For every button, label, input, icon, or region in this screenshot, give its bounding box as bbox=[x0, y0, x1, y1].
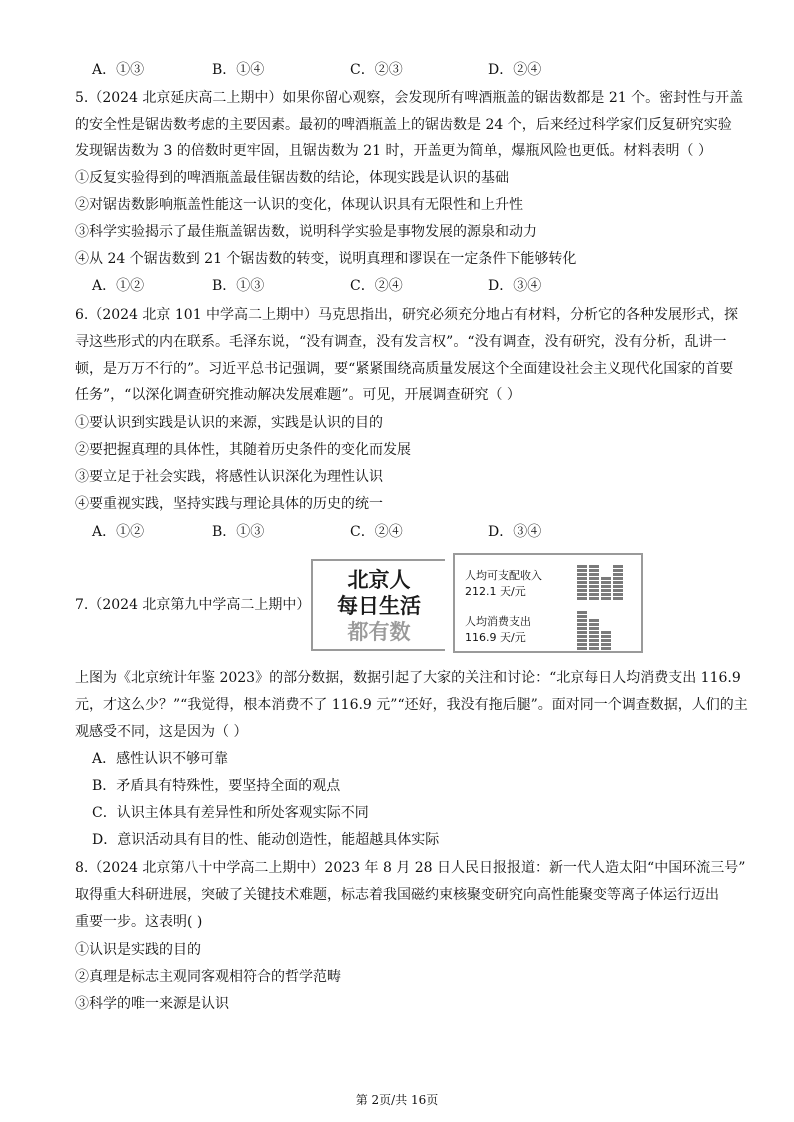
q6-line: 6.（2024 北京 101 中学高二上期中）马克思指出，研究必须充分地占有材料，分析它的各种发展形式，探 bbox=[75, 307, 739, 323]
q5-options bbox=[92, 276, 652, 296]
bar-segment bbox=[577, 643, 587, 646]
bar-segment bbox=[589, 565, 599, 568]
bar-segment bbox=[589, 593, 599, 596]
q6-statement: ②要把握真理的具体性，其随着历史条件的变化而发展 bbox=[75, 442, 411, 458]
q6-line: 寻这些形式的内在联系。毛泽东说，“没有调查，没有发言权”。“没有调查，没有研究，没有分析，乱讲一 bbox=[75, 334, 727, 350]
option-d: D．②④ bbox=[488, 62, 542, 78]
bar-segment bbox=[601, 581, 611, 584]
bar-segment bbox=[601, 597, 611, 600]
bar-segment bbox=[613, 581, 623, 584]
stacked-bar-graphic bbox=[577, 563, 639, 649]
bar-segment bbox=[613, 585, 623, 588]
q6-line: 顿，是万万不行的”。习近平总书记强调，要“紧紧围绕高质量发展这个全面建设社会主义现代化国家的首要 bbox=[75, 361, 734, 377]
q7-choice: B．矛盾具有特殊性，要坚持全面的观点 bbox=[92, 778, 341, 794]
option-b: B．①③ bbox=[212, 524, 265, 540]
bar-segment bbox=[589, 643, 599, 646]
bar-segment bbox=[577, 585, 587, 588]
bar-segment bbox=[589, 635, 599, 638]
option-a: A．①② bbox=[92, 524, 145, 540]
bar-segment bbox=[577, 577, 587, 580]
bar-segment bbox=[589, 573, 599, 576]
bar-segment bbox=[589, 627, 599, 630]
bar-segment bbox=[589, 647, 599, 650]
bar-segment bbox=[601, 577, 611, 580]
bar-segment bbox=[613, 589, 623, 592]
bar-segment bbox=[601, 639, 611, 642]
q5-line: 发现锯齿数为 3 的倍数时更牢固，且锯齿数为 21 时，开盖更为简单，爆瓶风险也更低。材料表明（ ） bbox=[75, 143, 712, 159]
bar-segment bbox=[589, 589, 599, 592]
q5-statement: ④从 24 个锯齿数到 21 个锯齿数的转变，说明真理和谬误在一定条件下能够转化 bbox=[75, 251, 577, 267]
q7-head: 7.（2024 北京第九中学高二上期中） bbox=[75, 597, 311, 613]
figure-title-line: 都有数 bbox=[347, 620, 411, 644]
bar-segment bbox=[577, 647, 587, 650]
q6-options bbox=[92, 522, 652, 542]
bar-segment bbox=[589, 619, 599, 622]
bar-segment bbox=[577, 593, 587, 596]
option-d: D．③④ bbox=[488, 278, 542, 294]
option-d: D．③④ bbox=[488, 524, 542, 540]
bar-segment bbox=[601, 585, 611, 588]
bar-segment bbox=[577, 565, 587, 568]
bar-segment bbox=[601, 593, 611, 596]
q7-choice: D．意识活动具有目的性、能动创造性，能超越具体实际 bbox=[92, 832, 440, 848]
income-label: 人均可支配收入 bbox=[465, 569, 542, 582]
bar-segment bbox=[589, 585, 599, 588]
q5-statement: ③科学实验揭示了最佳瓶盖锯齿数，说明科学实验是事物发展的源泉和动力 bbox=[75, 224, 537, 240]
bar-segment bbox=[601, 635, 611, 638]
bar-segment bbox=[577, 623, 587, 626]
bar-segment bbox=[613, 597, 623, 600]
bar-segment bbox=[613, 593, 623, 596]
bar-segment bbox=[577, 611, 587, 614]
q6-line: 任务”，“以深化调查研究推动解决发展难题”。可见，开展调查研究（ ） bbox=[75, 387, 521, 403]
statistics-figure bbox=[311, 553, 646, 653]
option-a: A．①② bbox=[92, 278, 145, 294]
income-value: 212.1 天/元 bbox=[465, 585, 526, 598]
bar-segment bbox=[613, 573, 623, 576]
bar-segment bbox=[613, 565, 623, 568]
bar-segment bbox=[601, 589, 611, 592]
bar-segment bbox=[577, 639, 587, 642]
bar-segment bbox=[589, 581, 599, 584]
bar-segment bbox=[589, 623, 599, 626]
bar-segment bbox=[577, 627, 587, 630]
q7-choice: C．认识主体具有差异性和所处客观实际不同 bbox=[92, 805, 369, 821]
bar-segment bbox=[589, 631, 599, 634]
bar-segment bbox=[577, 597, 587, 600]
page-footer: 第 2页/共 16页 bbox=[355, 1093, 439, 1107]
figure-title-line: 北京人 bbox=[347, 568, 411, 592]
bar-segment bbox=[601, 647, 611, 650]
figure-title-panel bbox=[311, 559, 445, 651]
q8-statement: ③科学的唯一来源是认识 bbox=[75, 996, 229, 1012]
bar-segment bbox=[577, 619, 587, 622]
q7-line: 上图为《北京统计年鉴 2023》的部分数据，数据引起了大家的关注和讨论：“北京每日人均消费支出 116.9 bbox=[75, 670, 741, 686]
q8-line: 重要一步。这表明( ) bbox=[75, 914, 203, 930]
q8-line: 8.（2024 北京第八十中学高二上期中）2023 年 8 月 28 日人民日报报道：新一代人造太阳“中国环流三号” bbox=[75, 860, 746, 876]
option-c: C．②④ bbox=[350, 278, 403, 294]
q7-choice: A．感性认识不够可靠 bbox=[92, 751, 229, 767]
option-b: B．①③ bbox=[212, 278, 265, 294]
q6-statement: ①要认识到实践是认识的来源，实践是认识的目的 bbox=[75, 415, 383, 431]
bar-segment bbox=[613, 577, 623, 580]
q8-statement: ①认识是实践的目的 bbox=[75, 942, 201, 958]
bar-segment bbox=[601, 631, 611, 634]
bar-segment bbox=[589, 577, 599, 580]
option-a: A．①③ bbox=[92, 62, 145, 78]
q5-statement: ①反复实验得到的啤酒瓶盖最佳锯齿数的结论，体现实践是认识的基础 bbox=[75, 170, 509, 186]
bar-segment bbox=[589, 597, 599, 600]
spend-value: 116.9 天/元 bbox=[465, 631, 526, 644]
figure-data-panel bbox=[453, 553, 643, 653]
bar-segment bbox=[589, 569, 599, 572]
top-options bbox=[92, 60, 652, 80]
bar-segment bbox=[577, 635, 587, 638]
q6-statement: ③要立足于社会实践，将感性认识深化为理性认识 bbox=[75, 469, 383, 485]
bar-segment bbox=[577, 589, 587, 592]
figure-title-line: 每日生活 bbox=[337, 594, 421, 618]
q7-line: 观感受不同，这是因为（ ） bbox=[75, 724, 248, 740]
q7-line: 元，才这么少？”“我觉得，根本消费不了 116.9 元”“还好，我没有拖后腿”。面对同一个调查数据，人们的主 bbox=[75, 697, 748, 713]
bar-segment bbox=[577, 569, 587, 572]
bar-segment bbox=[577, 615, 587, 618]
q5-line: 的安全性是锯齿数考虑的主要因素。最初的啤酒瓶盖上的锯齿数是 24 个，后来经过科学家们反复研究实验 bbox=[75, 117, 732, 133]
q5-line: 5.（2024 北京延庆高二上期中）如果你留心观察，会发现所有啤酒瓶盖的锯齿数都是 21 个。密封性与开盖 bbox=[75, 90, 744, 106]
option-c: C．②④ bbox=[350, 524, 403, 540]
bar-segment bbox=[577, 581, 587, 584]
bar-segment bbox=[613, 569, 623, 572]
q8-statement: ②真理是标志主观同客观相符合的哲学范畴 bbox=[75, 969, 341, 985]
q8-line: 取得重大科研进展，突破了关键技术难题，标志着我国磁约束核聚变研究向高性能聚变等离子体运行迈出 bbox=[75, 887, 719, 903]
spend-label: 人均消费支出 bbox=[465, 615, 531, 628]
option-b: B．①④ bbox=[212, 62, 265, 78]
bar-segment bbox=[577, 631, 587, 634]
bar-segment bbox=[577, 573, 587, 576]
q5-statement: ②对锯齿数影响瓶盖性能这一认识的变化，体现认识具有无限性和上升性 bbox=[75, 197, 523, 213]
bar-segment bbox=[601, 643, 611, 646]
option-c: C．②③ bbox=[350, 62, 403, 78]
bar-segment bbox=[589, 639, 599, 642]
q6-statement: ④要重视实践，坚持实践与理论具体的历史的统一 bbox=[75, 496, 383, 512]
